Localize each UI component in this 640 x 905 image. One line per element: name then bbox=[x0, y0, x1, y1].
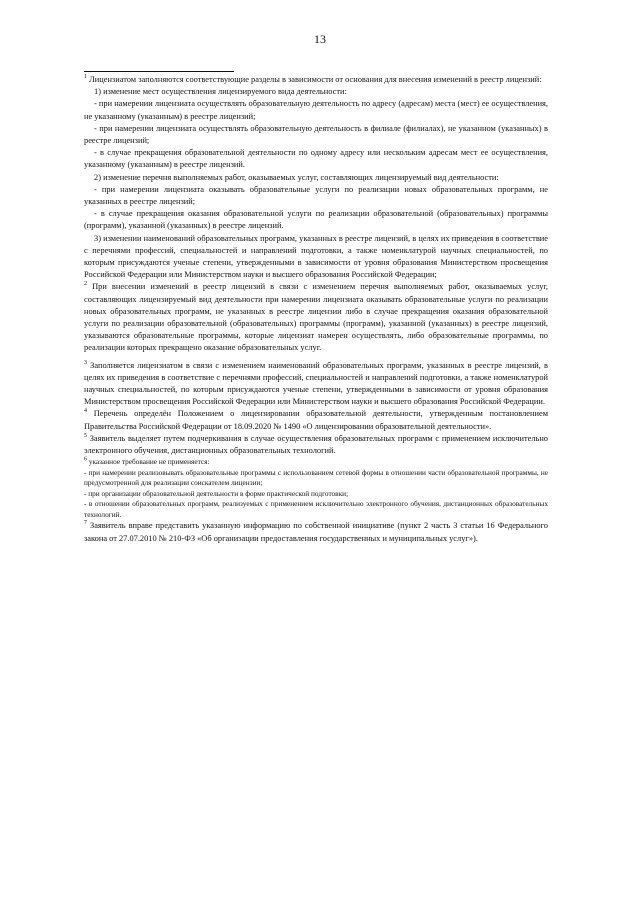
footnote-3: $^3$ Заполняется лицензиатом в связи с изменением наименований образовательных программ, указанных в реестре лицензий, в целях их приведения в соответствие с перечнями профессий, специальностей и направлений подготовки, а также номенклатурой научных специальностей, по которым присуждаются ученые степени, утвержденными в зависимости от уровня образования Министерством просвещения Российской Федерации или Министерством науки и высшего образования Российской Федерации. bbox=[84, 359, 548, 407]
footnote-separator bbox=[84, 71, 234, 72]
footnote-7: $^7$ Заявитель вправе представить указанную информацию по собственной инициативе (пункт 2 часть 3 статьи 16 Федерального закона от 27.07.2010 № 210-ФЗ «Об организации предоставления государственных и муниципальных услуг»). bbox=[84, 520, 548, 543]
footnote-6-intro: $^6$ указанное требование не применяется: bbox=[84, 456, 210, 467]
footnote-1-item-1: 1) изменение мест осуществления лицензируемого вида деятельности: bbox=[94, 87, 347, 97]
footnote-1-item-1b: - при намерении лицензиата осуществлять образовательную деятельность в филиале (филиалах), не указанном (указанных) в реестре лицензий; bbox=[84, 123, 548, 146]
footnote-1-item-1c: - в случае прекращения образовательной деятельности по одному адресу или нескольким адресам мест ее осуществления, указанному (указанным) в реестре лицензий. bbox=[84, 148, 548, 170]
footnote-6-item-a: - при намерении реализовывать образовательные программы с использованием сетевой формы в отношении части образовательной программы, не предусмотренной для реализации соискателем лицензии; bbox=[84, 467, 548, 488]
footnote-1-item-1a: - при намерении лицензиата осуществлять образовательную деятельность по адресу (адресам) места (мест) ее осуществления, не указанному (указанным) в реестре лицензий; bbox=[84, 99, 548, 121]
footnote-mark: 1 bbox=[84, 74, 87, 81]
footnotes bbox=[84, 74, 548, 545]
footnote-mark: 4 bbox=[84, 408, 87, 415]
footnote-1-item-2b: - в случае прекращения оказания образовательной услуги по реализации образовательной (образовательных) программы (программ), указанной (указанных) в реестре лицензий. bbox=[84, 209, 548, 231]
footnote-mark: 2 bbox=[84, 281, 87, 288]
footnote-6-item-c: - в отношении образовательных программ, реализуемых с применением исключительно электронного обучения, дистанционных образовательных технологий. bbox=[84, 499, 548, 519]
footnote-1-item-2: 2) изменение перечня выполняемых работ, оказываемых услуг, составляющих лицензируемый вид деятельности: bbox=[94, 172, 499, 182]
footnote-mark: 5 bbox=[84, 433, 87, 440]
footnote-4: $^4$ Перечень определён Положением о лицензировании образовательной деятельности, утвержденным постановлением Правительства Российской Федерации от 18.09.2020 № 1490 «О лицензировании образовательной деятельности». bbox=[84, 408, 548, 431]
footnote-mark: 3 bbox=[84, 359, 87, 366]
footnote-2: $^2$ При внесении изменений в реестр лицензий в связи с изменением перечня выполняемых работ, оказываемых услуг, составляющих лицензируемый вид деятельности при намерении лицензиата оказывать образовательные услуги по реализации новых образовательных программ, не указанных в реестре лицензии либо в случае прекращения оказания образовательной услуги по реализации образовательной (образовательных) программы (программ), указанной (указанных) в реестре лицензий, указываются образовательные программы, которые лицензиат намерен осуществлять, либо образовательные программы, по реализации которых прекращено оказание образовательных услуг. bbox=[84, 281, 548, 353]
footnote-1-intro: $^1$ Лицензиатом заполняются соответствующие разделы в зависимости от основания для внесения изменений в реестр лицензий: bbox=[84, 74, 542, 84]
footnote-1-item-2a: - при намерении лицензиата оказывать образовательные услуги по реализации новых образовательных программ, не указанных в реестре лицензий; bbox=[84, 184, 548, 207]
page-number: 13 bbox=[314, 32, 326, 46]
footnote-mark: 7 bbox=[84, 520, 87, 527]
footnote-6-item-b: - при организации образовательной деятельности в форме практической подготовки; bbox=[84, 488, 349, 498]
footnote-1-item-3: 3) изменении наименований образовательных программ, указанных в реестре лицензий, в целях их приведения в соответствие с перечнями профессий, специальностей и направлений подготовки, а также номенклатурой научных специальностей, по которым присуждаются ученые степени, утвержденными в зависимости от уровня образования Министерством просвещения Российской Федерации или Министерством науки и высшего образования Российской Федерации; bbox=[84, 233, 548, 280]
footnote-5: $^5$ Заявитель выделяет путем подчеркивания в случае осуществления образовательных программ с применением исключительно электронного обучения, дистанционных образовательных технологий. bbox=[84, 433, 548, 456]
footnote-mark: 6 bbox=[84, 456, 87, 463]
